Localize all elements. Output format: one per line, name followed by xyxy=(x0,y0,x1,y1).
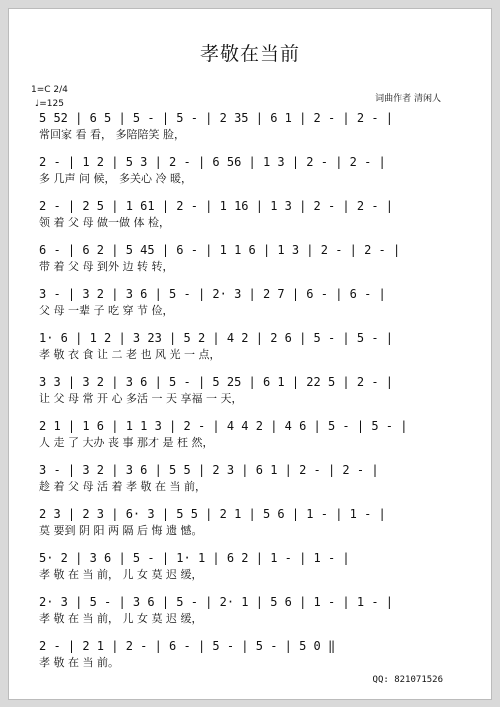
lyric-line: 领 着 父 母 做一做 体 检， xyxy=(39,216,170,229)
notation-line: 3 - | 3 2 | 3 6 | 5 - | 2· 3 | 2 7 | 6 - | 6 - | xyxy=(39,287,386,301)
key-signature: 1=C 2/4 xyxy=(31,85,68,95)
notation-line: 1· 6 | 1 2 | 3 23 | 5 2 | 4 2 | 2 6 | 5 - | 5 - | xyxy=(39,331,394,345)
notation-line: 6 - | 6 2 | 5 45 | 6 - | 1 1 6 | 1 3 | 2 - | 2 - | xyxy=(39,243,401,257)
lyric-line: 人 走 了 大办 丧 事 那才 是 枉 然， xyxy=(39,436,214,449)
score-page xyxy=(8,8,492,700)
lyric-line: 让 父 母 常 开 心 多活 一 天 享福 一 天， xyxy=(39,392,243,405)
notation-line: 2· 3 | 5 - | 3 6 | 5 - | 2· 1 | 5 6 | 1 - | 1 - | xyxy=(39,595,394,609)
lyric-line: 孝 敬 在 当 前， 儿 女 莫 迟 缓， xyxy=(39,568,203,581)
lyric-line: 带 着 父 母 到外 边 转 转， xyxy=(39,260,174,273)
notation-line: 2 3 | 2 3 | 6· 3 | 5 5 | 2 1 | 5 6 | 1 - | 1 - | xyxy=(39,507,386,521)
lyric-line: 莫 要到 阴 阳 两 隔 后 悔 遗 憾。 xyxy=(39,524,203,537)
notation-line: 5· 2 | 3 6 | 5 - | 1· 1 | 6 2 | 1 - | 1 - | xyxy=(39,551,350,565)
lyric-line: 父 母 一辈 子 吃 穿 节 俭， xyxy=(39,304,174,317)
qq-contact: QQ: 821071526 xyxy=(372,675,443,685)
composer-credit: 词曲作者 清闲人 xyxy=(375,94,441,104)
notation-line: 5 52 | 6 5 | 5 - | 5 - | 2 35 | 6 1 | 2 - | 2 - | xyxy=(39,111,394,125)
lyric-line: 孝 敬 在 当 前， 儿 女 莫 迟 缓， xyxy=(39,612,203,625)
lyric-line: 多 几声 问 候， 多关心 冷 暖， xyxy=(39,172,192,185)
song-title: 孝敬在当前 xyxy=(199,43,300,65)
notation-line: 2 1 | 1 6 | 1 1 3 | 2 - | 4 4 2 | 4 6 | 5 - | 5 - | xyxy=(39,419,408,433)
lyric-line: 孝 敬 衣 食 让 二 老 也 风 光 一 点， xyxy=(39,348,221,361)
tempo-marking: ♩=125 xyxy=(35,99,64,109)
lyric-line: 趁 着 父 母 活 着 孝 敬 在 当 前， xyxy=(39,480,206,493)
notation-line: 3 - | 3 2 | 3 6 | 5 5 | 2 3 | 6 1 | 2 - | 2 - | xyxy=(39,463,379,477)
notation-line: 2 - | 1 2 | 5 3 | 2 - | 6 56 | 1 3 | 2 - | 2 - | xyxy=(39,155,386,169)
notation-line: 2 - | 2 1 | 2 - | 6 - | 5 - | 5 - | 5 0 ‖ xyxy=(39,639,336,653)
notation-line: 3 3 | 3 2 | 3 6 | 5 - | 5 25 | 6 1 | 22 5 | 2 - | xyxy=(39,375,394,389)
lyric-line: 常回家 看 看， 多陪陪笑 脸， xyxy=(39,128,185,141)
lyric-line: 孝 敬 在 当 前。 xyxy=(39,656,119,669)
notation-line: 2 - | 2 5 | 1 61 | 2 - | 1 16 | 1 3 | 2 - | 2 - | xyxy=(39,199,394,213)
